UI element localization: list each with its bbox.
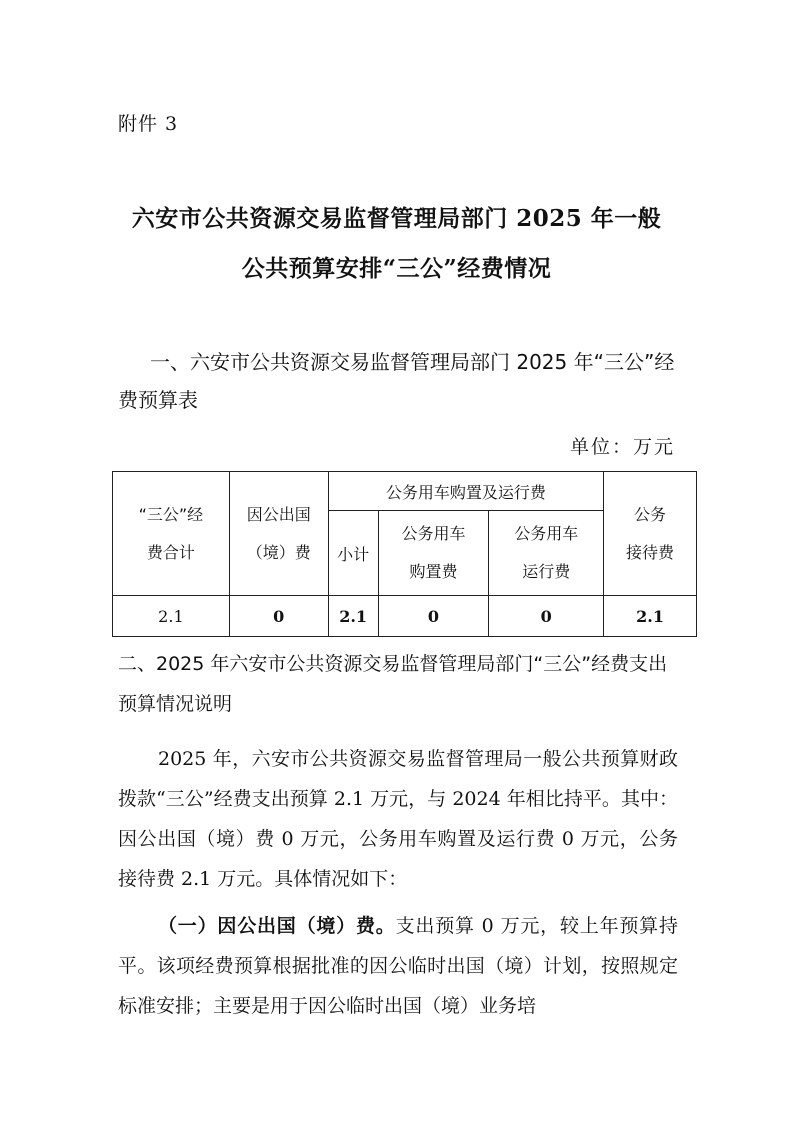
header-subtotal: 小计: [328, 511, 378, 596]
unit-label: 单位：万元: [569, 436, 675, 458]
value-reception: 2.1: [604, 596, 697, 637]
table-header-row-1: [113, 472, 697, 511]
header-operation: [489, 511, 604, 596]
document-title-line-1: 六安市公共资源交易监督管理局部门 2025 年一般: [131, 205, 662, 232]
budget-table: [112, 471, 697, 637]
header-total: [113, 472, 230, 596]
header-total-line-2: 费合计: [146, 542, 195, 562]
value-total: 2.1: [113, 596, 230, 637]
header-purchase: [378, 511, 489, 596]
header-purchase-line-1: 公务用车: [401, 524, 466, 543]
attachment-label: 附件 3: [118, 113, 179, 135]
section-1-heading: 一、六安市公共资源交易监督管理局部门 2025 年“三公”经费预算表: [118, 350, 675, 412]
section-2-heading: 二、2025 年六安市公共资源交易监督管理局部门“三公”经费支出预算情况说明: [118, 653, 668, 715]
header-reception-line-2: 接待费: [626, 542, 675, 562]
header-total-line-1: “三公”经: [138, 504, 204, 524]
paragraph-abroad-body: 支出预算 0 万元，较上年预算持平。该项经费预算根据批准的因公临时出国（境）计划，按照规定标准安排；主要是用于因公临时出国（境）业务培: [118, 915, 678, 1017]
header-reception-line-1: 公务: [634, 504, 667, 524]
value-abroad: 0: [229, 596, 328, 637]
header-purchase-line-2: 购置费: [409, 562, 458, 581]
header-reception: [604, 472, 697, 596]
paragraph-abroad-fees: [118, 906, 678, 1026]
paragraph-summary: 2025 年，六安市公共资源交易监督管理局一般公共预算财政拨款“三公”经费支出预算 2.1 万元，与 2024 年相比持平。其中：因公出国（境）费 0 万元，公务用车购置及运行费 0 万元，公务接待费 2.1 万元。具体情况如下：: [118, 748, 678, 890]
value-purchase: 0: [378, 596, 489, 637]
paragraph-abroad-lead: （一）因公出国（境）费。: [158, 915, 396, 937]
document-title-line-2: 公共预算安排“三公”经费情况: [241, 255, 552, 282]
header-abroad: [229, 472, 328, 596]
value-operation: 0: [489, 596, 604, 637]
header-abroad-line-1: 因公出国: [246, 504, 311, 524]
header-vehicle-group: 公务用车购置及运行费: [328, 472, 603, 511]
header-operation-line-2: 运行费: [522, 562, 571, 581]
header-abroad-line-2: （境）费: [246, 542, 311, 562]
table-row: [113, 596, 697, 637]
header-operation-line-1: 公务用车: [514, 524, 579, 543]
value-subtotal: 2.1: [328, 596, 378, 637]
